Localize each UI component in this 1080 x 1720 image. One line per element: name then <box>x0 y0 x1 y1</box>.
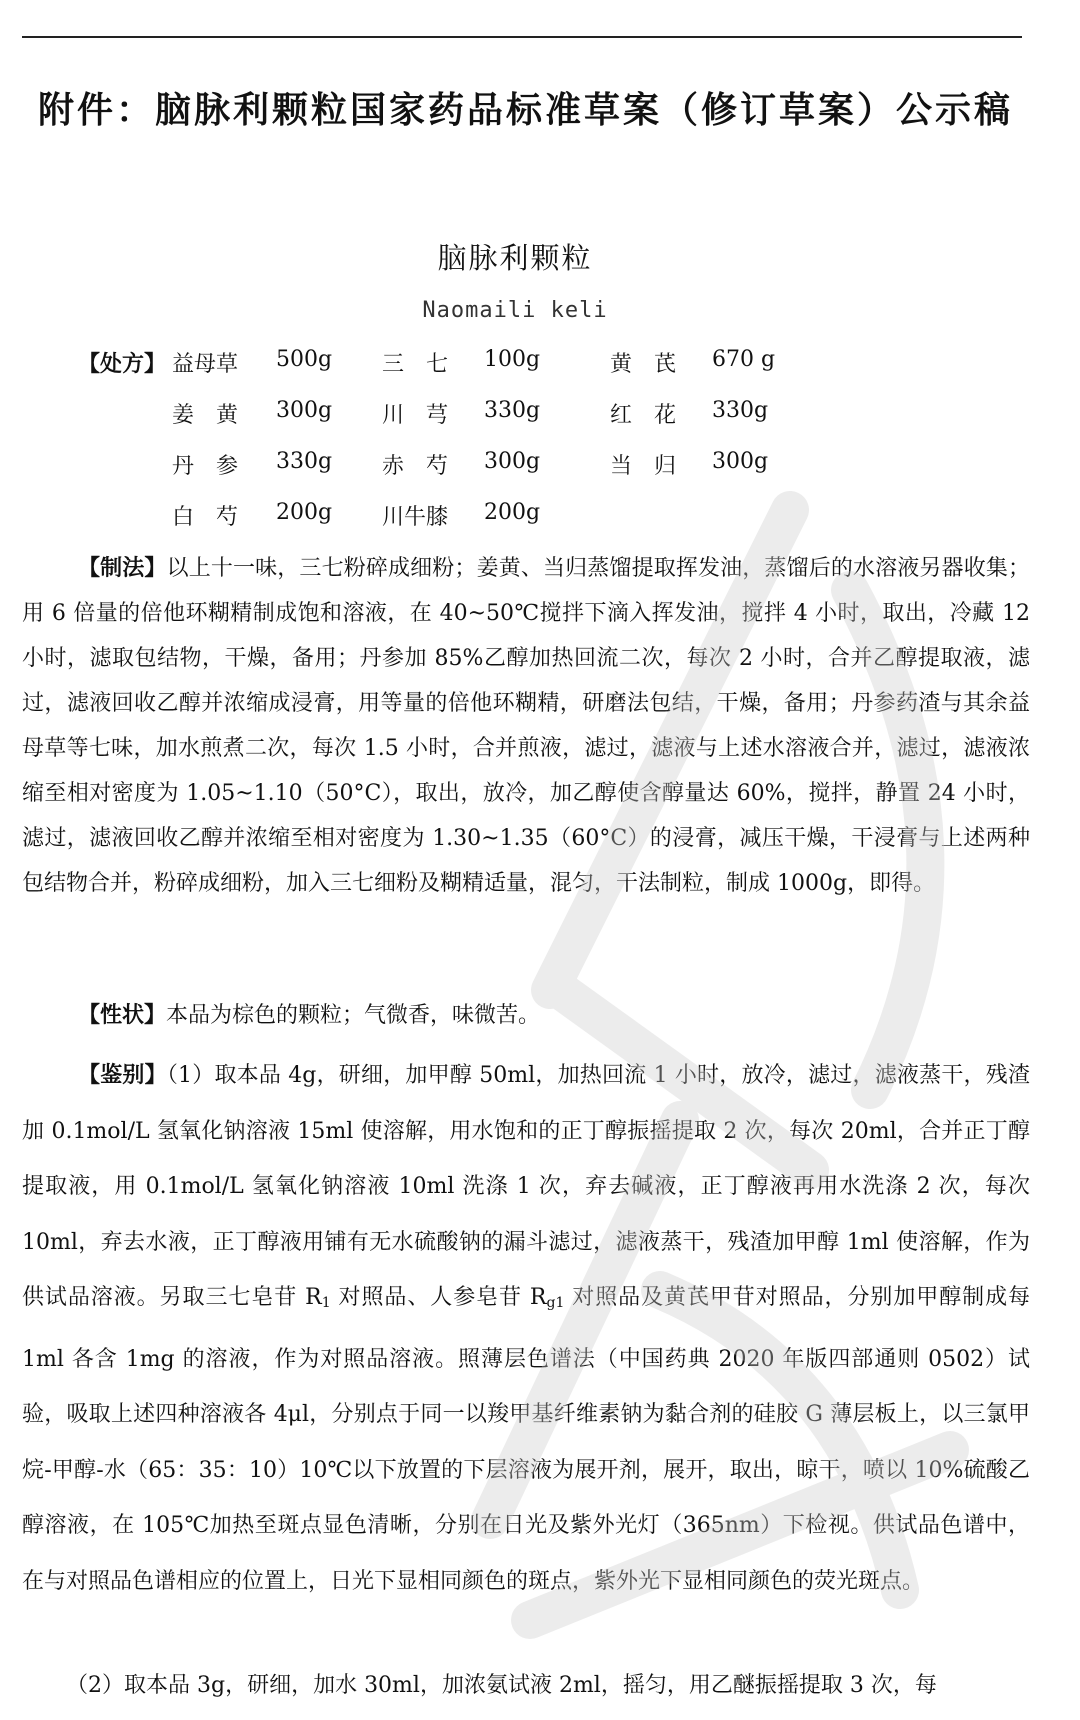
identification-label: 【鉴别】 <box>78 1063 167 1088</box>
herb-amount: 330g <box>276 449 333 474</box>
herb-amount: 300g <box>712 449 769 474</box>
herb-name: 当 归 <box>610 454 677 479</box>
herb-amount: 500g <box>276 347 333 372</box>
subscript: 1 <box>321 1295 331 1311</box>
herb-name: 黄 芪 <box>610 352 677 377</box>
top-rule <box>22 36 1022 38</box>
herb-name: 川牛膝 <box>382 505 449 530</box>
herb-amount: 300g <box>484 449 541 474</box>
subscript: g1 <box>546 1295 565 1311</box>
herb-name: 姜 黄 <box>172 403 239 428</box>
character-section <box>22 993 1030 1038</box>
herb-name: 三 七 <box>382 352 449 377</box>
latin-name: Naomaili keli <box>422 298 608 323</box>
herb-amount: 330g <box>712 398 769 423</box>
identification-text-a: （1）取本品 4g，研细，加甲醇 50ml，加热回流 1 小时，放冷，滤过，滤液蒸干，残渣加 0.1mol/L 氢氧化钠溶液 15ml 使溶解，用水饱和的正丁醇振摇提取 2 次，每次 20ml，合并正丁醇提取液，用 0.1mol/L 氢氧化钠溶液 10ml 洗涤 1 次，弃去碱液，正丁醇液再用水洗涤 2 次，每次 10ml，弃去水液，正丁醇液用铺有无水硫酸钠的漏斗滤过，滤液蒸干，残渣加甲醇 1ml 使溶解，作为供试品溶液。另取三七皂苷 R <box>22 1063 1030 1310</box>
prescription-label: 【处方】 <box>78 352 167 377</box>
method-section <box>22 546 1030 906</box>
document-title: 脑脉利颗粒 <box>437 241 593 275</box>
herb-name: 丹 参 <box>172 454 239 479</box>
character-text: 本品为棕色的颗粒；气微香，味微苦。 <box>166 1003 541 1028</box>
herb-amount: 670 g <box>712 347 776 372</box>
herb-name: 益母草 <box>172 352 239 377</box>
herb-name: 川 芎 <box>382 403 449 428</box>
herb-amount: 330g <box>484 398 541 423</box>
herb-name: 赤 芍 <box>382 454 449 479</box>
herb-amount: 200g <box>484 500 541 525</box>
herb-amount: 200g <box>276 500 333 525</box>
herb-name: 红 花 <box>610 403 677 428</box>
herb-amount: 100g <box>484 347 541 372</box>
page-title: 附件：脑脉利颗粒国家药品标准草案（修订草案）公示稿 <box>38 90 1014 131</box>
identification-text-b: 对照品、人参皂苷 R <box>330 1285 547 1310</box>
method-label: 【制法】 <box>78 556 167 581</box>
identification-text-c: 对照品及黄芪甲苷对照品，分别加甲醇制成每 1ml 各含 1mg 的溶液，作为对照品溶液。照薄层色谱法（中国药典 2020 年版四部通则 0502）试验，吸取上述四种溶液各 4μl，分别点于同一以羧甲基纤维素钠为黏合剂的硅胶 G 薄层板上，以三氯甲烷-甲醇-水（65：35：10）10℃以下放置的下层溶液为展开剂，展开，取出，晾干，喷以 10%硫酸乙醇溶液，在 105℃加热至斑点显色清晰，分别在日光及紫外光灯（365nm）下检视。供试品色谱中，在与对照品色谱相应的位置上，日光下显相同颜色的斑点，紫外光下显相同颜色的荧光斑点。 <box>22 1285 1030 1594</box>
herb-amount: 300g <box>276 398 333 423</box>
character-label: 【性状】 <box>78 1003 167 1028</box>
herb-name: 白 芍 <box>172 505 239 530</box>
identification-section <box>22 1048 1030 1609</box>
method-text: 以上十一味，三七粉碎成细粉；姜黄、当归蒸馏提取挥发油，蒸馏后的水溶液另器收集；用 6 倍量的倍他环糊精制成饱和溶液，在 40~50℃搅拌下滴入挥发油，搅拌 4 小时，取出，冷藏 12 小时，滤取包结物，干燥，备用；丹参加 85%乙醇加热回流二次，每次 2 小时，合并乙醇提取液，滤过，滤液回收乙醇并浓缩成浸膏，用等量的倍他环糊精，研磨法包结，干燥，备用；丹参药渣与其余益母草等七味，加水煎煮二次，每次 1.5 小时，合并煎液，滤过，滤液与上述水溶液合并，滤过，滤液浓缩至相对密度为 1.05~1.10（50°C），取出，放冷，加乙醇使含醇量达 60%，搅拌，静置 24 小时，滤过，滤液回收乙醇并浓缩至相对密度为 1.30~1.35（60°C）的浸膏，减压干燥，干浸膏与上述两种包结物合并，粉碎成细粉，加入三七细粉及糊精适量，混匀，干法制粒，制成 1000g，即得。 <box>22 556 1030 896</box>
identification-item-2: （2）取本品 3g，研细，加水 30ml，加浓氨试液 2ml，摇匀，用乙醚振摇提取 3 次，每 <box>66 1673 937 1698</box>
